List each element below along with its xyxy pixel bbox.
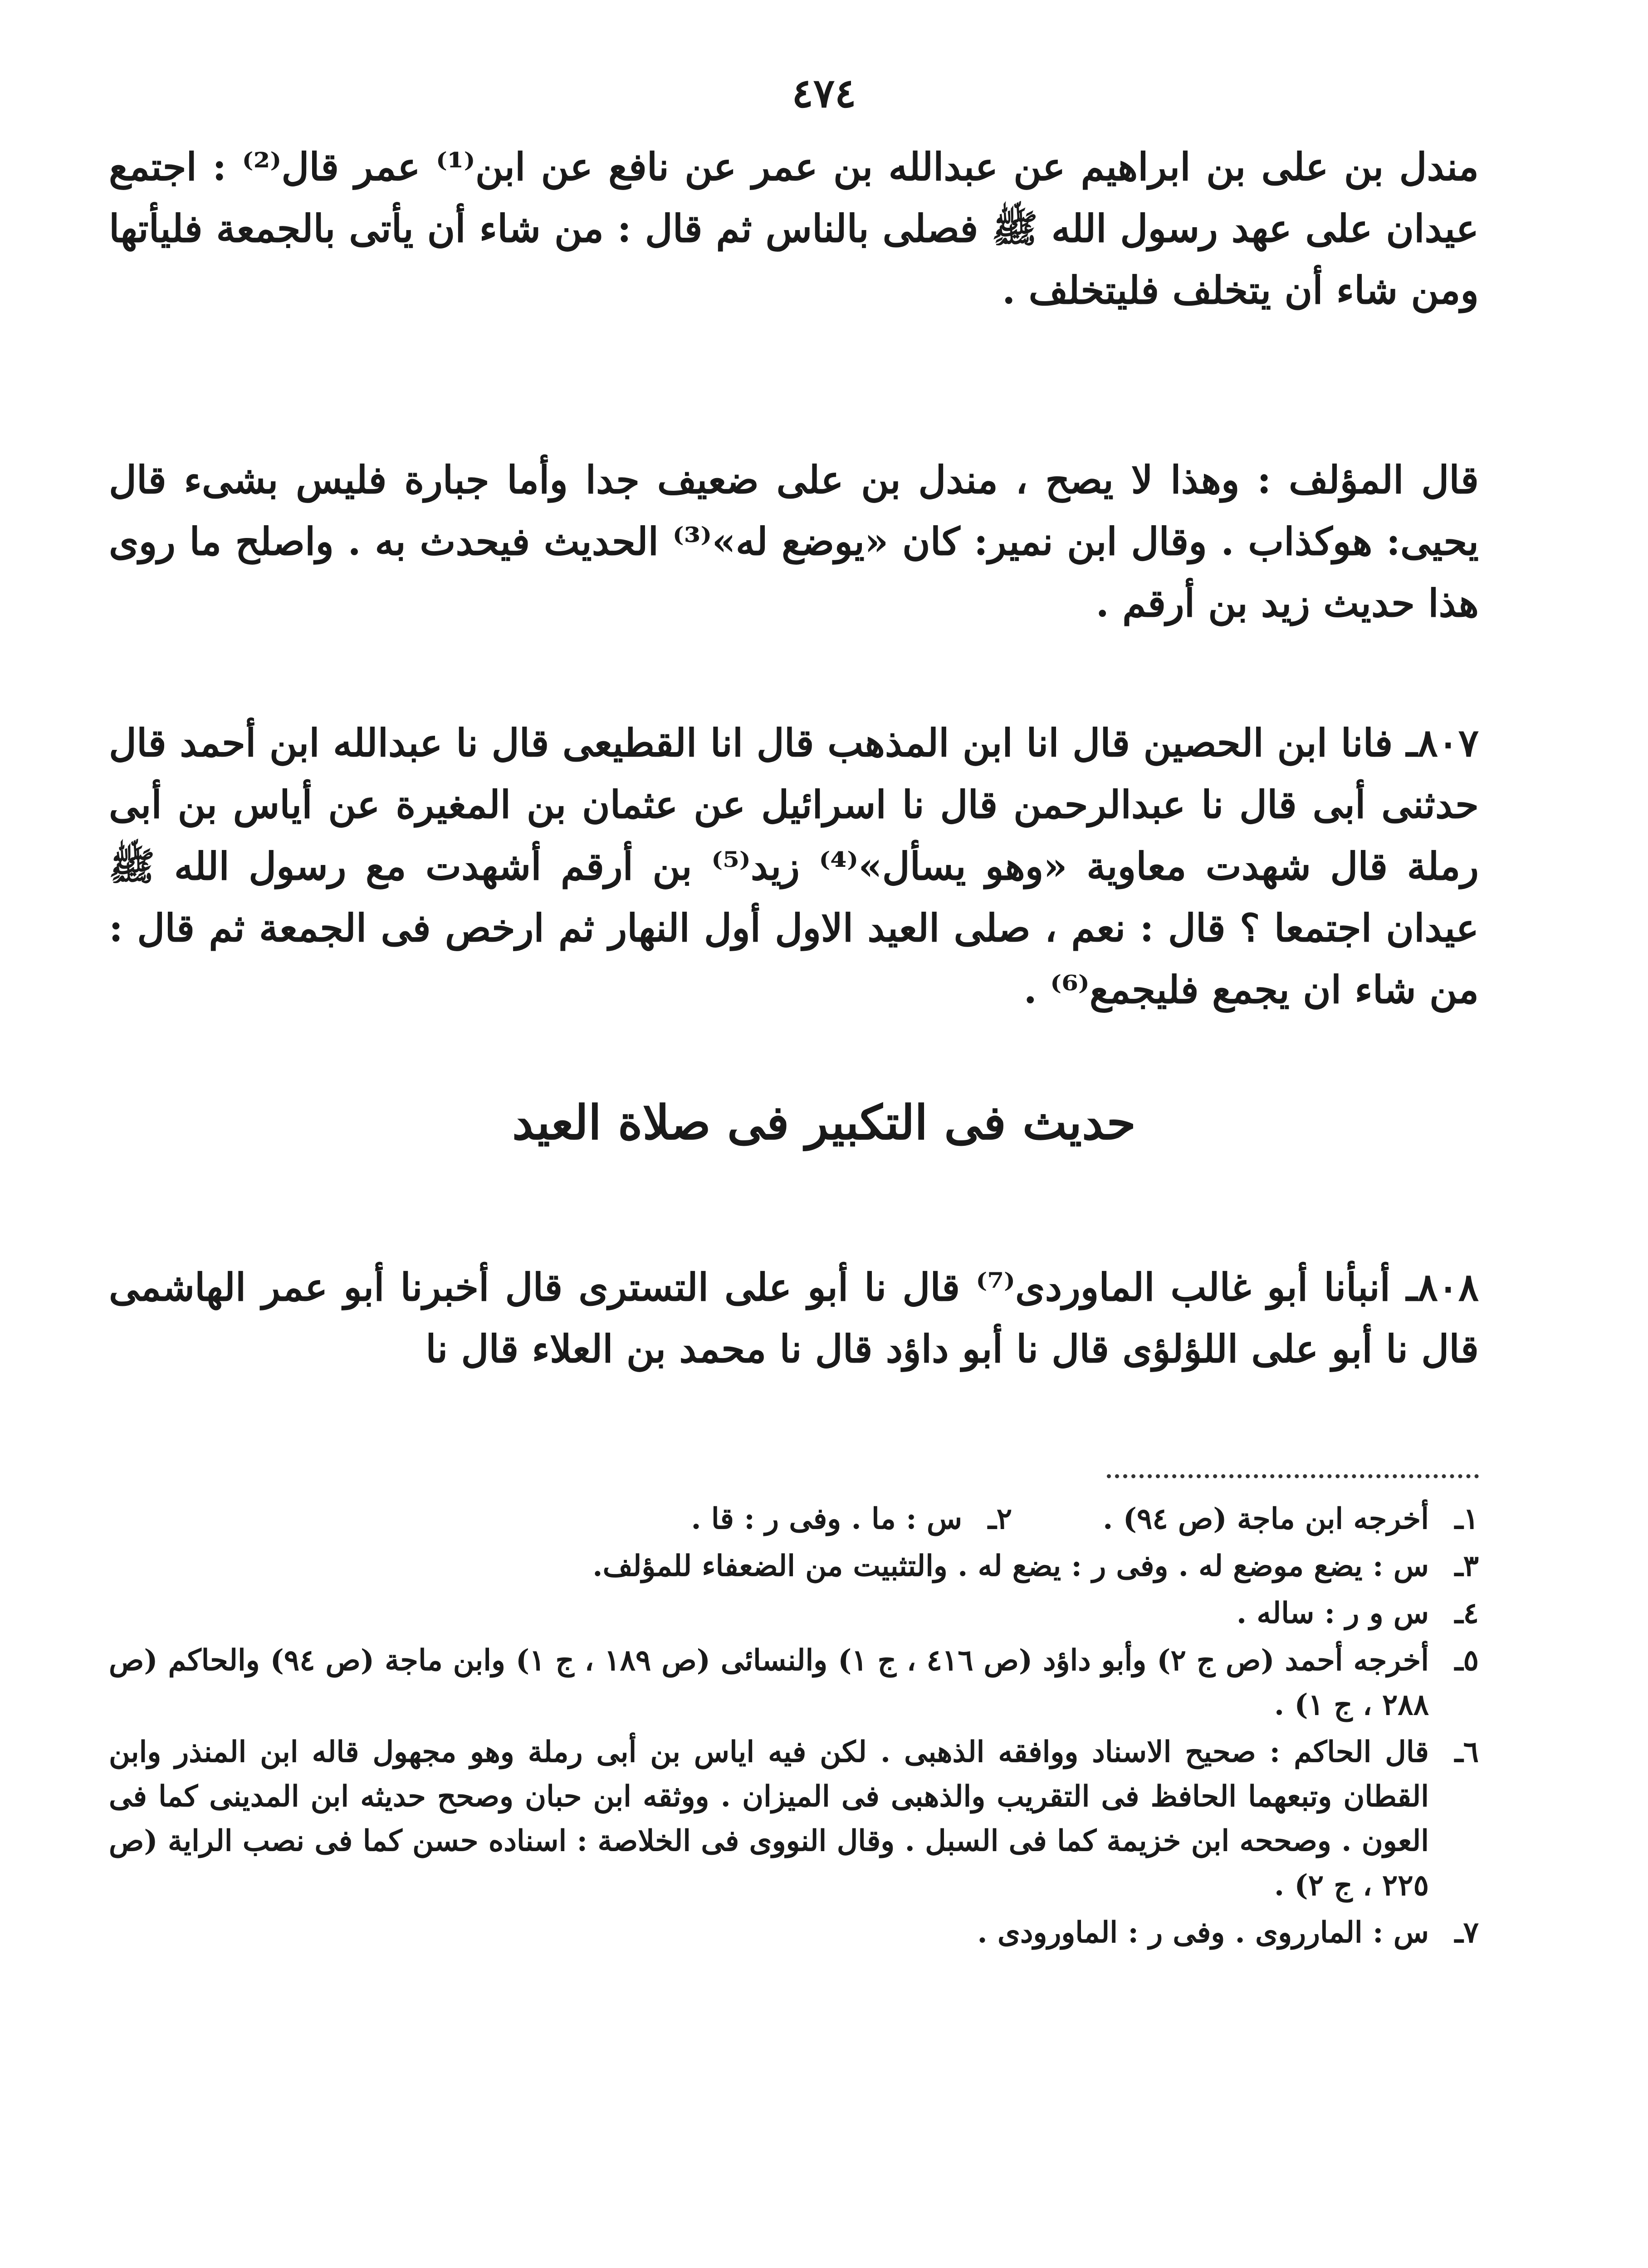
footnote-text: قال الحاكم : صحيح الاسناد ووافقه الذهبى . لكن فيه اياس بن أبى رملة وهو مجهول قاله ابن المنذر وابن القطان وتبعهما الحافظ فى التقريب والذهبى فى الميزان . ووثقه ابن حبان وصحح حديثه ابن المدينى كما فى العون . وصححه ابن خزيمة كما فى السبل . وقال النووى فى الخلاصة : اسناده حسن كما فى نصب الراية (ص ٢٢٥ ، ج ٢) . (109, 1735, 1429, 1902)
paragraph-text: ٨٠٨ـ أنبأنا أبو غالب الماوردى⁽⁷⁾ قال نا أبو على التسترى قال أخبرنا أبو عمر الهاشمى قال نا أبو على اللؤلؤى قال نا أبو داؤد قال نا محمد بن العلاء قال نا (109, 1265, 1479, 1371)
footnote-number: ٦ـ (1454, 1735, 1479, 1769)
footnote-text: أخرجه ابن ماجة (ص ٩٤) . (1103, 1502, 1429, 1536)
footnote-4 (109, 1591, 1479, 1636)
paragraph-hadith-807 (109, 712, 1479, 1021)
paragraph-author-comment (109, 449, 1479, 634)
footnote-6 (109, 1730, 1479, 1908)
paragraph-isnad-mandal (109, 136, 1479, 321)
footnote-row-1-2 (109, 1497, 1479, 1541)
footnote-number: ٧ـ (1454, 1916, 1479, 1950)
paragraph-text: قال المؤلف : وهذا لا يصح ، مندل بن على ضعيف جدا وأما جبارة فليس بشىء قال يحيى: هوكذاب . وقال ابن نمير: كان «يوضع له»⁽³⁾ الحديث فيحدث به . واصلح ما روى هذا حديث زيد بن أرقم . (109, 457, 1479, 626)
footnote-5 (109, 1638, 1479, 1727)
page-number: ٤٧٤ (792, 69, 856, 117)
footnote-number: ٥ـ (1454, 1643, 1479, 1677)
footnote-number: ٤ـ (1454, 1596, 1479, 1630)
footnote-text: س : ما . وفى ر : قا . (691, 1502, 963, 1536)
footnote-separator (1107, 1474, 1479, 1478)
footnote-text: س و ر : ساله . (1236, 1596, 1429, 1630)
footnote-1 (1103, 1497, 1479, 1541)
footnote-number: ١ـ (1454, 1502, 1479, 1536)
footnote-number: ٣ـ (1454, 1549, 1479, 1583)
paragraph-text: ٨٠٧ـ فانا ابن الحصين قال انا ابن المذهب قال انا القطيعى قال نا عبدالله ابن أحمد قال حدثنى أبى قال نا عبدالرحمن قال نا اسرائيل عن عثمان بن المغيرة عن أياس بن أبى رملة قال شهدت معاوية «وهو يسأل»⁽⁴⁾ زيد⁽⁵⁾ بن أرقم أشهدت مع رسول الله ﷺ عيدان اجتمعا ؟ قال : نعم ، صلى العيد الاول أول النهار ثم ارخص فى الجمعة ثم قال : من شاء ان يجمع فليجمع⁽⁶⁾ . (109, 720, 1479, 1012)
paragraph-text: مندل بن على بن ابراهيم عن عبدالله بن عمر عن نافع عن ابن⁽¹⁾ عمر قال⁽²⁾ : اجتمع عيدان على عهد رسول الله ﷺ فصلى بالناس ثم قال : من شاء أن يأتى بالجمعة فليأتها ومن شاء أن يتخلف فليتخلف . (109, 144, 1479, 313)
footnote-text: أخرجه أحمد (ص ج ٢) وأبو داؤد (ص ٤١٦ ، ج ١) والنسائى (ص ١٨٩ ، ج ١) وابن ماجة (ص ٩٤) والحاكم (ص ٢٨٨ ، ج ١) . (109, 1643, 1429, 1722)
footnotes (109, 1497, 1479, 1958)
paragraph-hadith-808 (109, 1256, 1479, 1380)
footnote-3 (109, 1544, 1479, 1589)
footnote-text: س : المارروى . وفى ر : الماورودى . (977, 1916, 1429, 1950)
footnote-2 (691, 1497, 1012, 1541)
footnote-number: ٢ـ (988, 1502, 1012, 1536)
footnote-7 (109, 1911, 1479, 1955)
section-heading: حديث فى التكبير فى صلاة العيد (512, 1095, 1136, 1150)
footnote-text: س : يضع موضع له . وفى ر : يضع له . والتثبيت من الضعفاء للمؤلف. (592, 1549, 1429, 1583)
